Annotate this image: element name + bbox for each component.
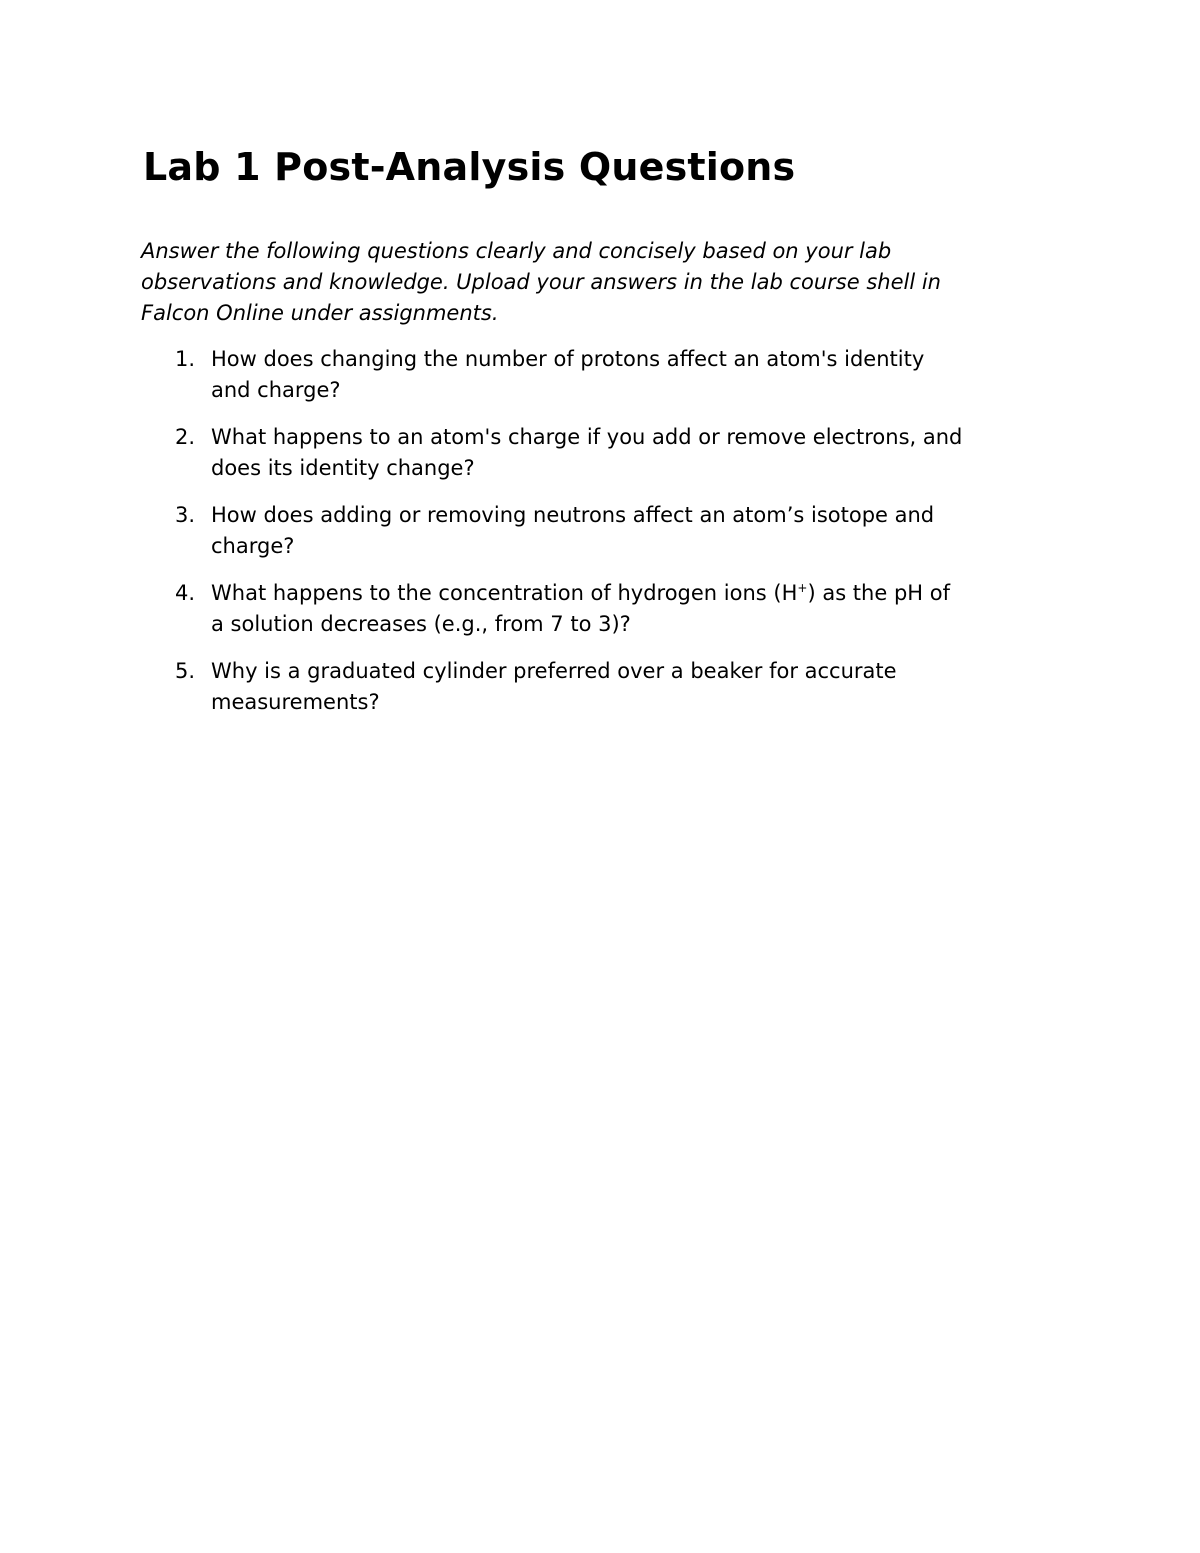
- superscript-charge: +: [797, 581, 808, 595]
- question-1: [141, 344, 1081, 406]
- question-5: [141, 656, 1081, 718]
- question-text-line: charge?: [211, 534, 295, 558]
- question-number: 5.: [175, 659, 196, 683]
- question-text-line: How does adding or removing neutrons affect an atom’s isotope and: [211, 503, 935, 527]
- question-text-line: How does changing the number of protons affect an atom's identity: [211, 347, 925, 371]
- question-text-segment: What happens to the concentration of hydrogen ions (H: [211, 581, 798, 605]
- question-text-line: What happens to an atom's charge if you add or remove electrons, and: [211, 425, 963, 449]
- instructions-paragraph: [141, 236, 1081, 329]
- question-text-line: a solution decreases (e.g., from 7 to 3)?: [211, 612, 631, 636]
- question-number: 4.: [175, 581, 196, 605]
- question-2: [141, 422, 1081, 484]
- question-text-line: [211, 578, 1081, 609]
- instructions-line: Falcon Online under assignments.: [141, 301, 499, 325]
- instructions-line: Answer the following questions clearly and concisely based on your lab: [141, 239, 892, 263]
- question-text-line: does its identity change?: [211, 456, 475, 480]
- question-text-segment: ) as the pH of: [807, 581, 950, 605]
- question-3: [141, 500, 1081, 562]
- question-text-line: measurements?: [211, 690, 380, 714]
- question-text-line: and charge?: [211, 378, 341, 402]
- instructions-line: observations and knowledge. Upload your answers in the lab course shell in: [141, 270, 941, 294]
- question-number: 3.: [175, 503, 196, 527]
- question-text-line: Why is a graduated cylinder preferred over a beaker for accurate: [211, 659, 897, 683]
- page-title: Lab 1 Post-Analysis Questions: [143, 145, 796, 189]
- question-number: 2.: [175, 425, 196, 449]
- question-4: [141, 578, 1081, 640]
- question-number: 1.: [175, 347, 196, 371]
- question-list: [141, 344, 1081, 734]
